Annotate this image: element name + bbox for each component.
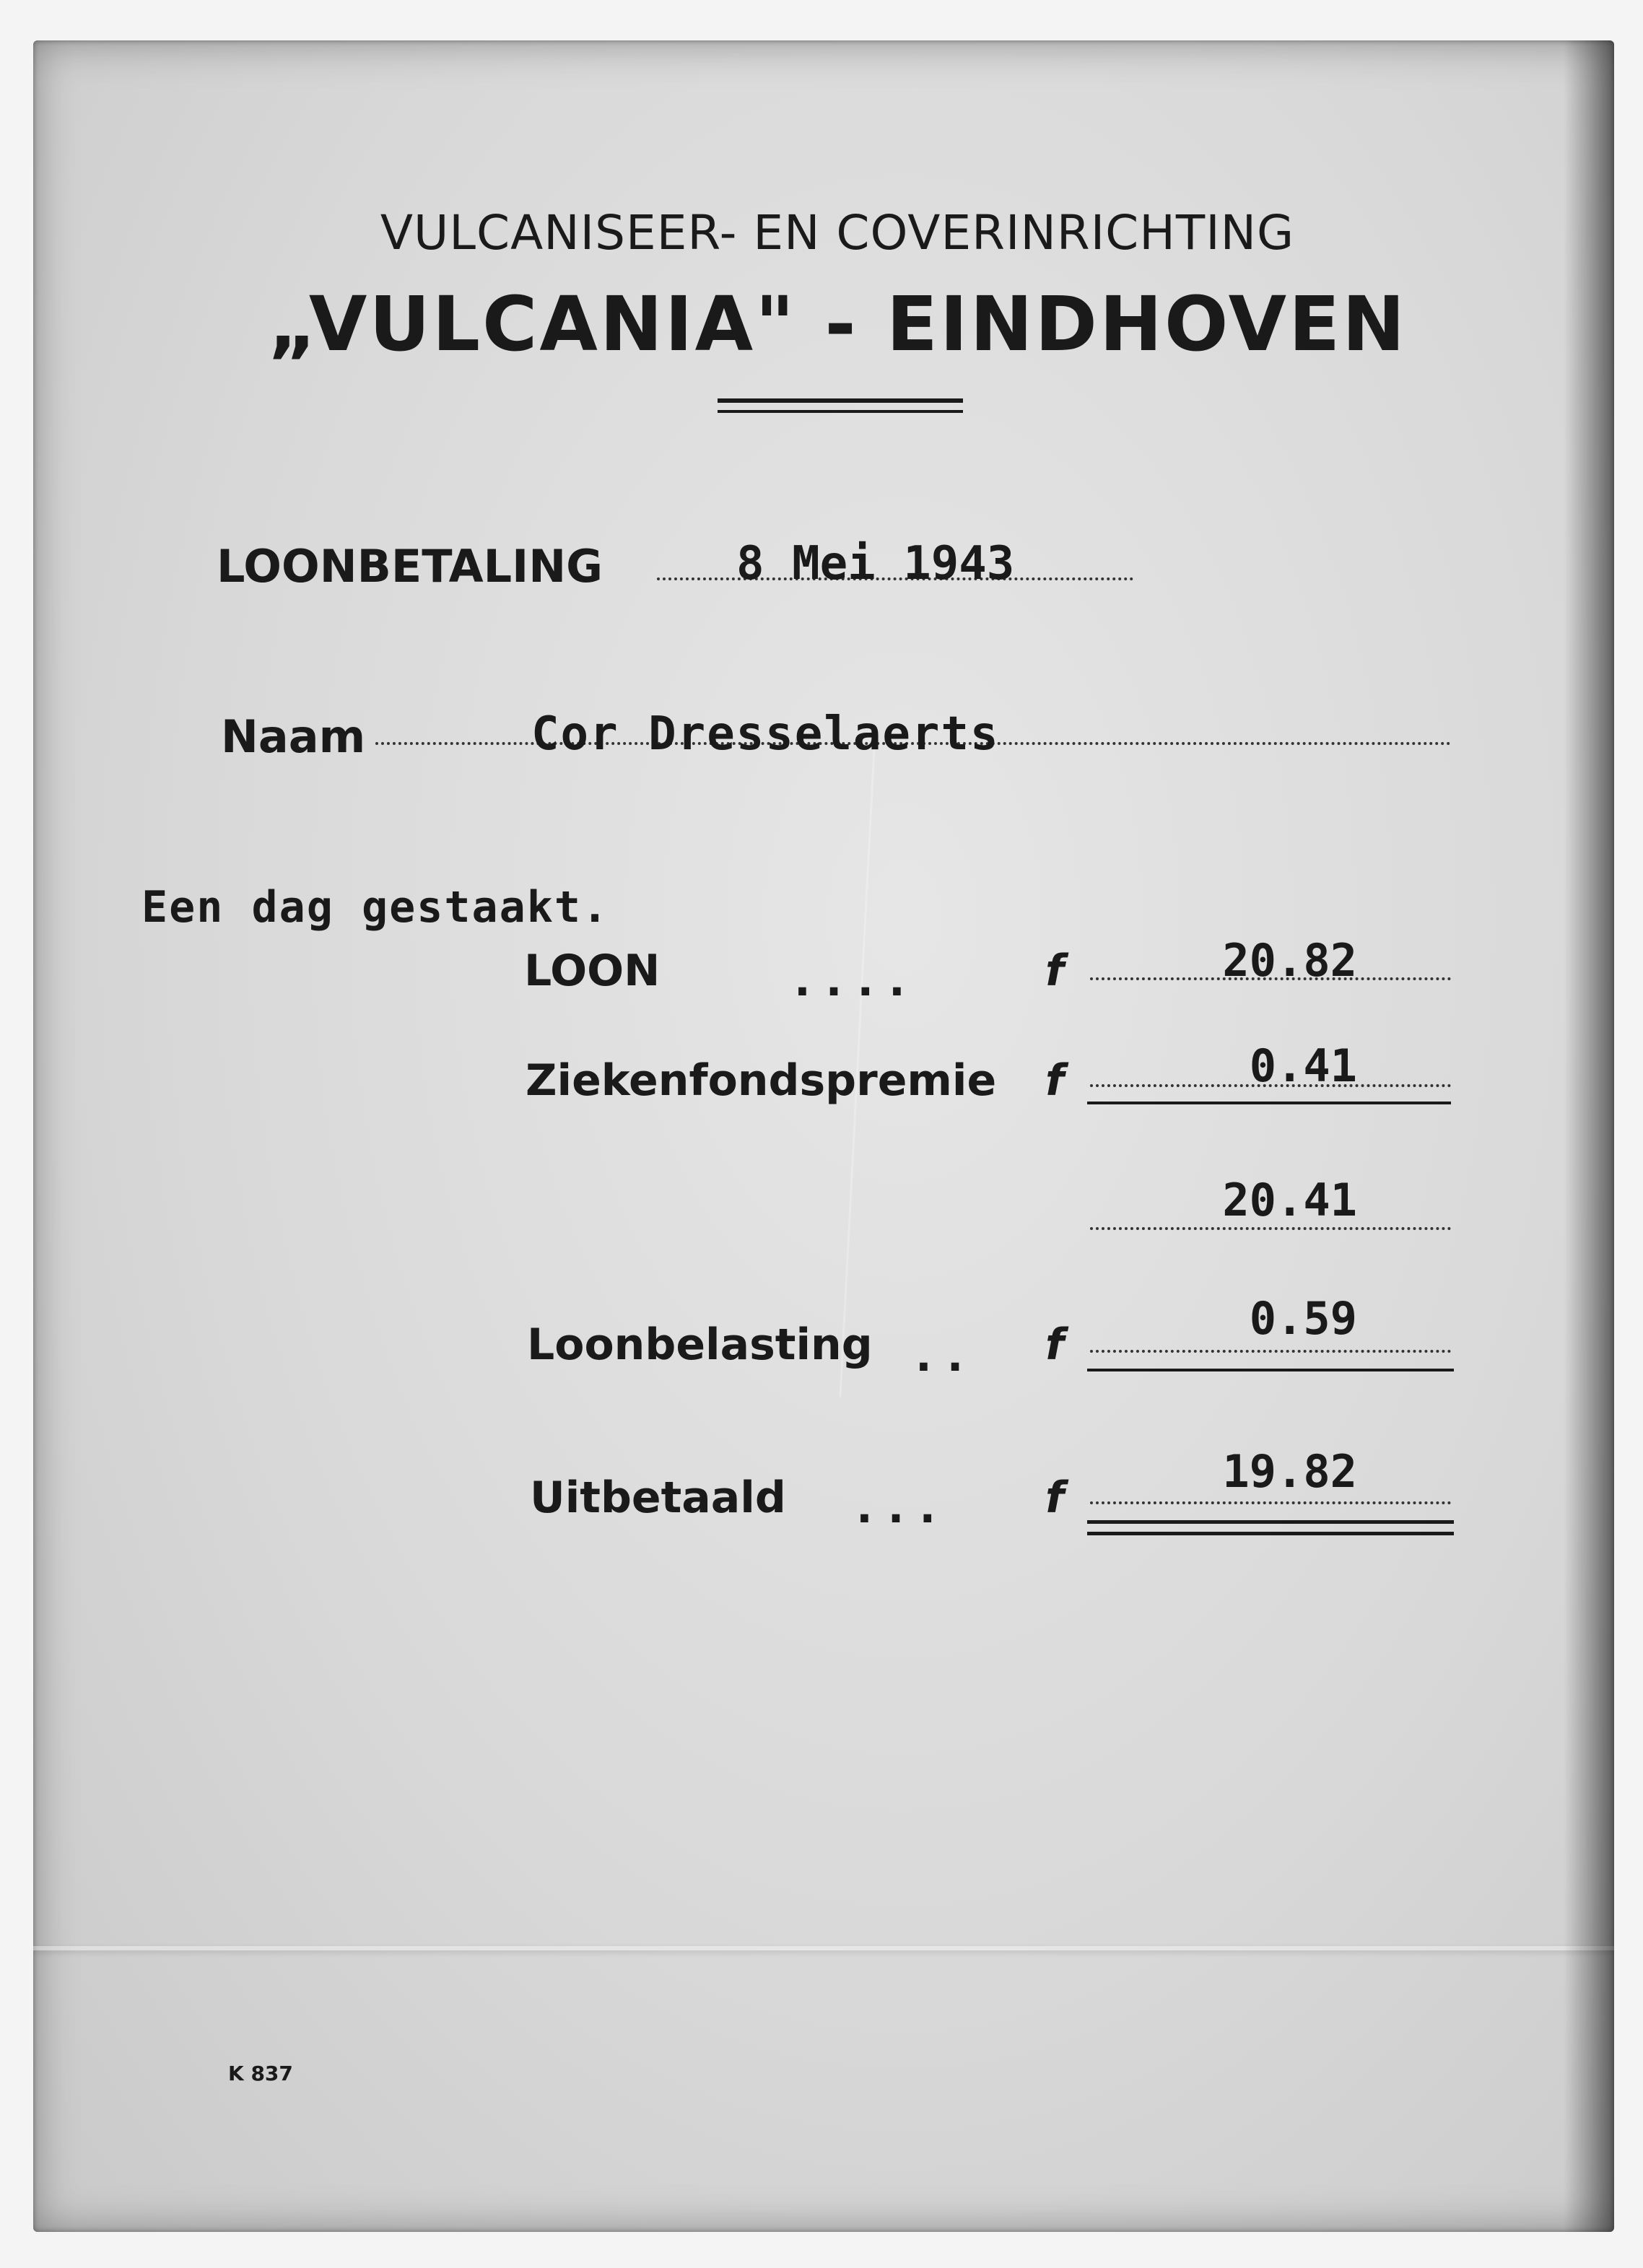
total-double-underline [1087, 1532, 1454, 1535]
florin-symbol: f [1045, 1055, 1065, 1106]
payment-date: 8 Mei 1943 [736, 537, 1015, 590]
health-fund-label: Ziekenfondspremie [526, 1055, 997, 1106]
wage-tax-label: Loonbelasting [527, 1320, 873, 1370]
employee-name: Cor Dresselaerts [531, 707, 1000, 761]
pay-slip-paper [33, 40, 1614, 2232]
paper-crease [33, 1946, 1614, 1950]
wage-amount: 20.82 [1222, 934, 1357, 987]
paper-edge-shadow [1564, 40, 1614, 2232]
subtraction-line [1087, 1369, 1454, 1371]
subtotal-amount: 20.41 [1222, 1174, 1357, 1226]
florin-symbol: f [1045, 1320, 1065, 1370]
health-fund-amount: 0.41 [1249, 1039, 1357, 1092]
subtotal-dotted-line [1090, 1227, 1451, 1230]
wage-label: LOON [524, 946, 661, 996]
wage-tax-dotted-line [1090, 1350, 1451, 1353]
name-label: Naam [221, 710, 366, 763]
form-code: K 837 [228, 2062, 293, 2085]
paid-out-leader-dots: . . . [856, 1483, 936, 1533]
strike-note: Een dag gestaakt. [141, 882, 610, 933]
paid-out-dotted-line [1090, 1501, 1451, 1504]
florin-symbol: f [1045, 946, 1065, 996]
company-subtitle: VULCANISEER- EN COVERINRICHTING [380, 205, 1295, 261]
total-double-underline [1087, 1520, 1454, 1524]
subtraction-line [1087, 1102, 1451, 1104]
wage-tax-amount: 0.59 [1249, 1292, 1357, 1345]
wage-leader-dots: . . . . [794, 956, 905, 1006]
title-underline [718, 398, 963, 403]
company-name: „VULCANIA" - EINDHOVEN [267, 280, 1408, 368]
florin-symbol: f [1045, 1473, 1065, 1523]
wage-tax-leader-dots: . . [915, 1331, 964, 1382]
paid-out-label: Uitbetaald [530, 1473, 786, 1523]
title-underline [718, 410, 963, 413]
payment-label: LOONBETALING [217, 540, 603, 593]
paid-out-amount: 19.82 [1222, 1445, 1357, 1498]
